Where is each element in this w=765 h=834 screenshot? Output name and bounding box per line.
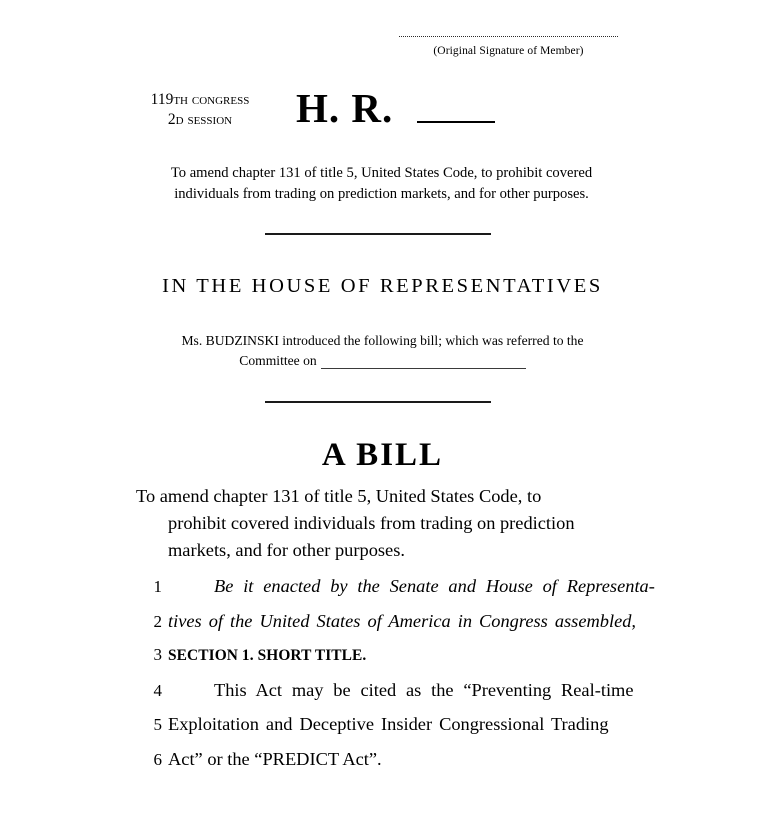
line-content — [168, 576, 655, 597]
numbered-text-block — [136, 576, 655, 784]
line-content: Exploitation and Deceptive Insider Congressional Trading — [168, 714, 609, 735]
bill-purpose-paragraph — [136, 483, 620, 564]
statute-line — [136, 679, 634, 715]
section-heading: SECTION 1. SHORT TITLE. — [168, 647, 367, 665]
sponsor-referral-block — [160, 331, 605, 372]
session-number: 2d session — [167, 110, 233, 128]
bill-number-blank-rule[interactable] — [417, 121, 495, 123]
purpose-line-2: prohibit covered individuals from trading on prediction — [168, 512, 575, 533]
bill-designator-block — [296, 85, 495, 131]
purpose-line-3: markets, and for other purposes. — [168, 539, 405, 560]
bill-title-heading: A BILL — [321, 437, 444, 473]
committee-referral-line — [160, 351, 605, 371]
line-number: 2 — [153, 611, 162, 631]
congress-number: 119th congress — [150, 91, 250, 108]
long-title: To amend chapter 131 of title 5, United States Code, to prohibit covered individuals from trading on prediction markets, and for other purposes. — [170, 165, 593, 202]
line-number: 3 — [153, 645, 162, 665]
statute-line — [136, 645, 626, 680]
signature-block — [399, 36, 618, 57]
bill-designator-label: H. R. — [296, 85, 394, 131]
line-content-text: This Act may be cited as the “Preventing Real-time — [214, 679, 634, 700]
line-content: tives of the United States of America in Congress assembled, — [168, 610, 637, 631]
line-content: Act” or the “PREDICT Act”. — [168, 748, 382, 769]
signature-caption: (Original Signature of Member) — [433, 45, 584, 57]
statute-line — [136, 610, 637, 646]
committee-label: Committee on — [239, 353, 317, 369]
line-content — [168, 680, 634, 701]
statute-line — [136, 576, 655, 611]
divider-rule-top — [265, 233, 491, 235]
sponsor-line: Ms. BUDZINSKI introduced the following bill; which was referred to the — [181, 333, 584, 348]
committee-blank-rule[interactable] — [321, 368, 526, 369]
line-number: 4 — [153, 680, 162, 700]
signature-dotted-rule — [399, 36, 618, 37]
line-number: 5 — [153, 715, 162, 735]
statute-line — [136, 714, 626, 749]
chamber-heading: IN THE HOUSE OF REPRESENTATIVES — [162, 275, 603, 297]
line-content-text: Be it enacted by the Senate and House of Representa- — [214, 576, 655, 596]
congress-session-block — [120, 90, 280, 130]
line-number: 6 — [153, 749, 162, 769]
statute-line — [136, 749, 626, 784]
divider-rule-bottom — [265, 401, 491, 403]
line-number: 1 — [153, 577, 162, 596]
purpose-line-1: To amend chapter 131 of title 5, United States Code, to — [136, 486, 542, 506]
